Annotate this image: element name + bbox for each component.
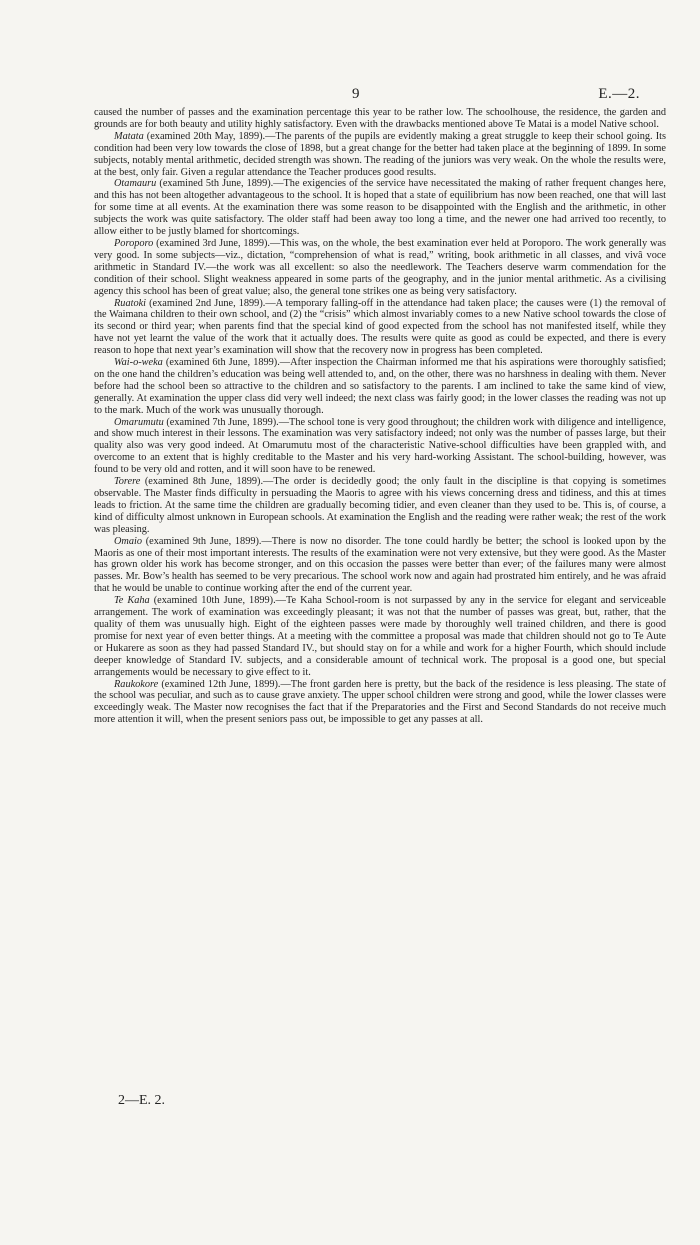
body-text (94, 107, 666, 726)
paragraph-text: (examined 6th June, 1899).—After inspection the Chairman informed me that his aspirations were thoroughly satisfied; on the one hand the children’s education was being well attended to, and, on the other, there was no harshness in dealing with them. Never before had the school been so attractive to the children and so satisfactory to the parents. I am inclined to take the same kind of view, generally. At examination the upper class did very well indeed; the next class was fairly good; in the lower classes the reading was not up to the mark. Much of the work was unusually thorough. (94, 357, 666, 416)
document-reference: E.—2. (598, 86, 640, 102)
paragraph-wai-o-weka (94, 357, 666, 417)
paragraph-otamauru (94, 178, 666, 238)
paragraph-text: caused the number of passes and the examination percentage this year to be rather low. The schoolhouse, the residence, the garden and grounds are for both beauty and utility highly satisfactory. Even with the drawbacks mentioned above Te Matai is a model Native school. (94, 107, 666, 130)
page-number: 9 (352, 86, 360, 102)
paragraph-text: (examined 20th May, 1899).—The parents of the pupils are evidently making a great struggle to keep their school going. Its condition had been very low towards the close of 1898, but a great change for the better had taken place at the beginning of 1899. In some subjects, notably mental arithmetic, decided strength was shown. The reading of the juniors was very weak. On the whole the results were, at the best, only fair. Given a regular attendance the Teacher produces good results. (94, 130, 666, 178)
school-name: Wai-o-weka (114, 357, 163, 369)
paragraph-text: (examined 8th June, 1899).—The order is decidedly good; the only fault in the discipline is that copying is sometimes observable. The Master finds difficulty in persuading the Maoris to agree with his views concerning dress and tidiness, and this at times leads to friction. At the same time the children are gradually becoming tidier, and even cleaner than they used to be. This is, of course, a kind of difficulty almost unknown in European schools. At examination the English and the reading were rather weak; the rest of the work was pleasing. (94, 476, 666, 535)
school-name: Omarumutu (114, 416, 164, 428)
school-name: Te Kaha (114, 595, 150, 607)
school-name: Torere (114, 476, 141, 488)
school-name: Raukokore (114, 678, 159, 690)
paragraph-omarumutu (94, 417, 666, 477)
paragraph-text: (examined 5th June, 1899).—The exigencies of the service have necessitated the making of rather frequent changes here, and this has not been altogether advantageous to the school. It is hoped that a state of equilibrium has now been reached, one that will last for some time at all events. At the examination there was some reason to be disappointed with the English and the arithmetic, in other subjects the work was quite satisfactory. The older staff had been away too long a time, and the newer one had arrived too recently, to allow either to be justly blamed for shortcomings. (94, 178, 666, 238)
paragraph-text: (examined 3rd June, 1899).—This was, on the whole, the best examination ever held at Poroporo. The work generally was very good. In some subjects—viz., dictation, “comprehension of what is read,” writing, book arithmetic in all classes, and vivâ voce arithmetic in Standard IV.—the work was all excellent: so also the needlework. The Teachers deserve warm commendation for the condition of their school. Slight weakness appeared in some parts of the geography, and in the junior mental arithmetic. As a civilising agency this school has been of great value; also, the general tone strikes one as being very satisfactory. (94, 237, 666, 297)
paragraph-text: (examined 12th June, 1899).—The front garden here is pretty, but the back of the residence is less pleasing. The state of the school was peculiar, and such as to cause grave anxiety. The upper school children were strong and good, while the lower classes were exceedingly weak. The Master now recognises the fact that if the Preparatories and the First and Second Standards do not receive much more attention it will, when the present seniors pass out, be impossible to get any passes at all. (94, 678, 666, 726)
paragraph-ruatoki (94, 298, 666, 358)
school-name: Poroporo (114, 237, 154, 249)
paragraph-text: (examined 2nd June, 1899).—A temporary falling-off in the attendance had taken place; the causes were (1) the removal of the Waimana children to their own school, and (2) the “crisis” which almost invariably comes to a new Native school towards the close of its second or third year; when parents find that the special kind of good expected from the school has not manifested itself, while they have not yet learnt the value of the work that it actually does. The results were quite as good as could be expected, and there is every reason to hope that next year’s examination will show that the recovery now in progress has been completed. (94, 297, 666, 357)
school-name: Omaio (114, 535, 143, 547)
paragraph-text: (examined 9th June, 1899).—There is now no disorder. The tone could hardly be better; the school is looked upon by the Maoris as one of their most important interests. The results of the examination were not very extensive, but they were good. As the Master has grown older his work has become stronger, and on this occasion the passes were better than ever; of the failures many were almost passes. Mr. Bow’s health has seemed to be very precarious. The school work now and again had prostrated him entirely, and he was afraid that he would be unable to continue working after the end of the current year. (94, 535, 666, 595)
school-name: Otamauru (114, 178, 157, 190)
paragraph-raukokore (94, 679, 666, 727)
paragraph-torere (94, 476, 666, 536)
paragraph-matata (94, 131, 666, 179)
paragraph-intro (94, 107, 666, 131)
paragraph-text: (examined 7th June, 1899).—The school tone is very good throughout; the children work with diligence and intelligence, and show much interest in their lessons. The examination was very satisfactory indeed; not only was the number of passes large, but their quality also was very good indeed. At Omarumutu most of the characteristic Native-school difficulties have been grappled with, and overcome to an extent that is highly creditable to the Master and his very hard-working Assistant. The school-building, however, was found to be very old and rotten, and it will soon have to be renewed. (94, 416, 666, 476)
school-name: Matata (114, 130, 144, 142)
page-header (0, 86, 700, 106)
paragraph-omaio (94, 536, 666, 596)
school-name: Ruatoki (114, 297, 147, 309)
paragraph-te-kaha (94, 595, 666, 678)
paragraph-text: (examined 10th June, 1899).—Te Kaha School-room is not surpassed by any in the service for elegant and serviceable arrangement. The work of examination was exceedingly pleasant; it was not that the number of passes was great, but, rather, that the quality of them was unusually high. Eight of the eighteen passes were made by thoroughly well trained children, and there is good promise for next year of even better things. At a meeting with the committee a proposal was made that children should not go to Te Aute or Hukarere as soon as they had passed Standard IV., but should stay on for a while and work for a higher Fourth, which should include deeper knowledge of Standard IV. subjects, and a considerable amount of technical work. The proposal is a good one, but special arrangements would be necessary to give effect to it. (94, 595, 666, 678)
paragraph-poroporo (94, 238, 666, 298)
page-signature: 2—E. 2. (118, 1093, 166, 1108)
